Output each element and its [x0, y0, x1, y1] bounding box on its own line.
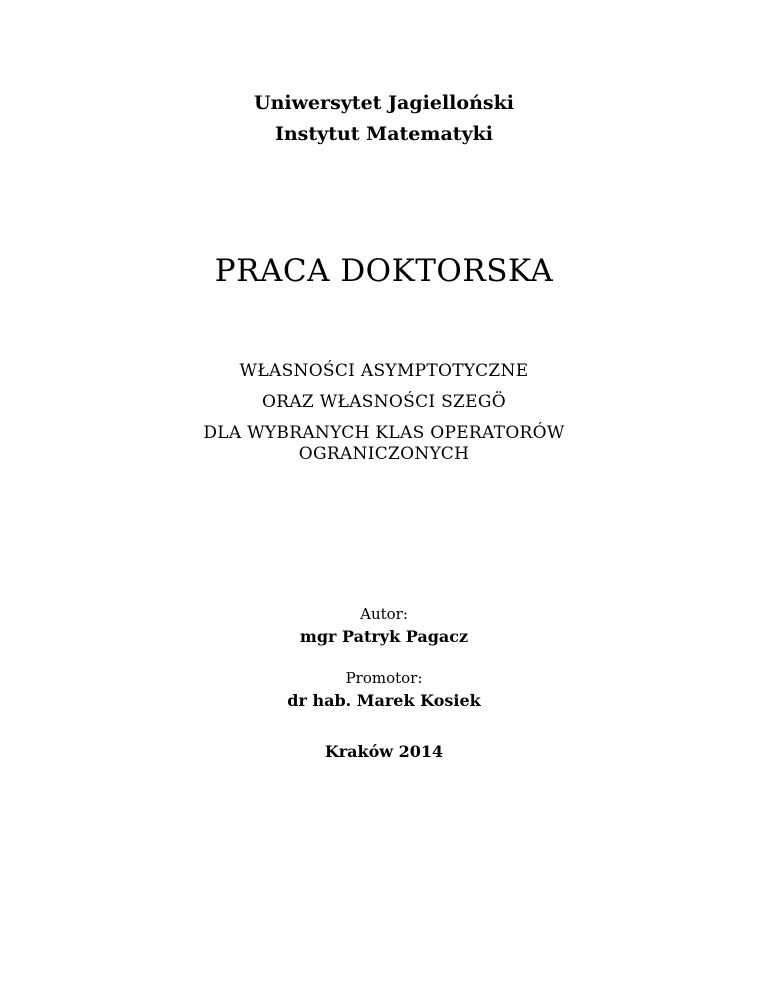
supervisor-label: Promotor: — [345, 669, 423, 687]
thesis-title-line: WŁASNOŚCI ASYMPTOTYCZNE — [239, 361, 529, 381]
document-type: PRACA DOKTORSKA — [214, 253, 554, 289]
thesis-title-line: DLA WYBRANYCH KLAS OPERATORÓW — [203, 423, 565, 443]
supervisor-name: dr hab. Marek Kosiek — [287, 691, 481, 710]
author-label: Autor: — [360, 605, 408, 623]
university-name: Uniwersytet Jagielloński — [254, 92, 514, 114]
institute-name: Instytut Matematyki — [274, 123, 494, 145]
author-name: mgr Patryk Pagacz — [299, 627, 469, 646]
thesis-title-line: OGRANICZONYCH — [298, 444, 470, 464]
thesis-title-line: ORAZ WŁASNOŚCI SZEGÖ — [262, 392, 506, 412]
place-and-date: Kraków 2014 — [324, 742, 444, 761]
